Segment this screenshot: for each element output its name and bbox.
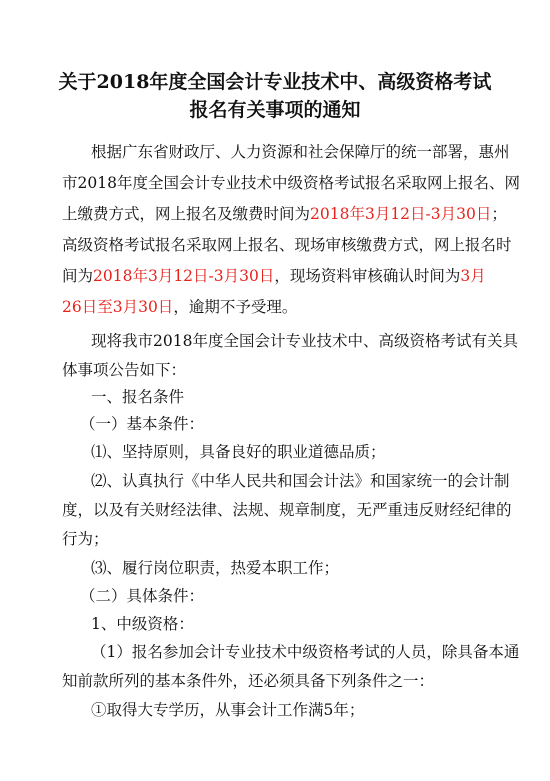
document-title-line2: 报名有关事项的通知: [189, 99, 361, 121]
intermediate-option-1: ①取得大专学历，从事会计工作满5年；: [91, 701, 365, 719]
para1-line3: [62, 204, 507, 224]
para2-line1: 现将我市2018年度全国会计专业技术中、高级资格考试有关具: [91, 332, 518, 350]
para1-line5-text: 间为: [62, 267, 94, 285]
basic-condition-3: ⑶、履行岗位职责，热爱本职工作；: [91, 559, 340, 577]
subsection-basic-conditions: （一）基本条件：: [80, 415, 205, 433]
para2-line2: 体事项公告如下：: [62, 361, 187, 379]
onsite-review-end: 26日至3月30日: [62, 298, 174, 316]
intermediate-condition-line2: 知前款所列的基本条件外，还必须具备下列条件之一：: [62, 672, 435, 690]
para1-line1: 根据广东省财政厅、人力资源和社会保障厅的统一部署，惠州: [91, 143, 510, 161]
basic-condition-2-line2: 度，以及有关财经法律、法规、规章制度，无严重违反财经纪律的: [62, 501, 512, 519]
para1-line6: [62, 297, 297, 317]
online-registration-period: 2018年3月12日-3月30日: [310, 205, 492, 223]
intermediate-qualification-heading: 1、中级资格：: [91, 615, 194, 633]
basic-condition-2-line1: ⑵、认真执行《中华人民共和国会计法》和国家统一的会计制: [91, 472, 510, 490]
subsection-specific-conditions: （二）具体条件：: [80, 587, 205, 605]
para1-line4: 高级资格考试报名采取网上报名、现场审核缴费方式，网上报名时: [62, 236, 512, 254]
intermediate-condition-line1: （1）报名参加会计专业技术中级资格考试的人员，除具备本通: [91, 643, 520, 661]
basic-condition-1: ⑴、坚持原则，具备良好的职业道德品质；: [91, 443, 386, 461]
onsite-review-start: 3月: [460, 267, 486, 285]
para1-line3-text: 上缴费方式，网上报名及缴费时间为: [62, 205, 311, 223]
para1-line6-text: ，逾期不予受理。: [173, 298, 298, 316]
para1-line5: [62, 266, 486, 286]
para1-line5-mid: ，现场资料审核确认时间为: [274, 267, 461, 285]
senior-online-registration-period: 2018年3月12日-3月30日: [93, 267, 275, 285]
section-heading-requirements: 一、报名条件: [91, 388, 185, 406]
para1-line3-punct: ；: [491, 205, 507, 223]
basic-condition-2-line3: 行为；: [62, 530, 109, 548]
document-title-line1: 关于2018年度全国会计专业技术中、高级资格考试: [58, 71, 492, 93]
para1-line2: 市2018年度全国会计专业技术中级资格考试报名采取网上报名、网: [62, 174, 520, 192]
